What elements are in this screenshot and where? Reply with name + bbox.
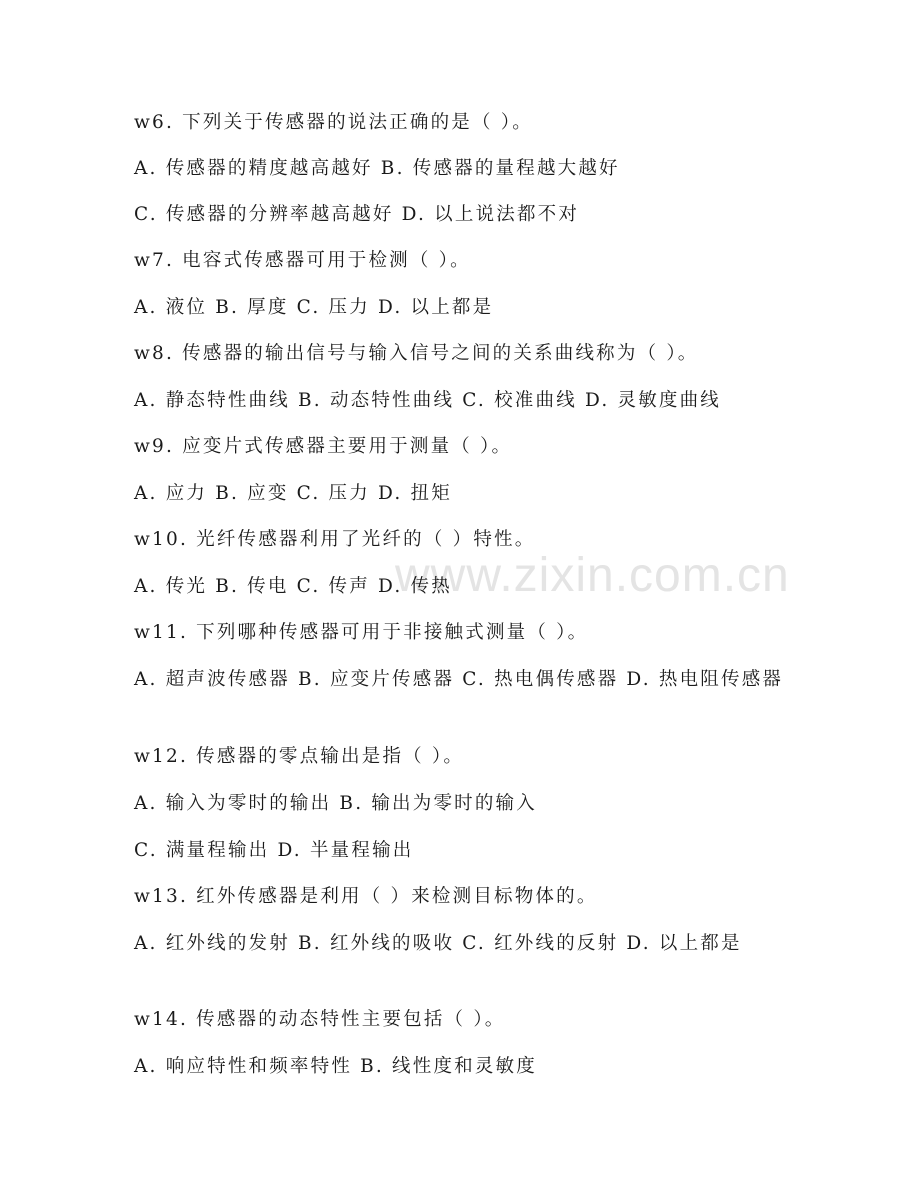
options-w6-ab: A. 传感器的精度越高越好 B. 传感器的量程越大越好 <box>134 158 620 179</box>
question-w8: w8. 传感器的输出信号与输入信号之间的关系曲线称为（ ）。 <box>134 343 699 364</box>
question-w14: w14. 传感器的动态特性主要包括（ ）。 <box>134 1009 506 1030</box>
options-w12-ab: A. 输入为零时的输出 B. 输出为零时的输入 <box>134 793 537 814</box>
options-w8: A. 静态特性曲线 B. 动态特性曲线 C. 校准曲线 D. 灵敏度曲线 <box>134 390 722 411</box>
question-w11: w11. 下列哪种传感器可用于非接触式测量（ ）。 <box>134 622 589 643</box>
question-w9: w9. 应变片式传感器主要用于测量（ ）。 <box>134 436 513 457</box>
watermark: www.zixin.com.cn <box>395 549 790 602</box>
options-w9: A. 应力 B. 应变 C. 压力 D. 扭矩 <box>134 483 452 504</box>
options-w11: A. 超声波传感器 B. 应变片传感器 C. 热电偶传感器 D. 热电阻传感器 <box>134 669 784 690</box>
question-w6: w6. 下列关于传感器的说法正确的是（ ）。 <box>134 112 533 133</box>
options-w10: A. 传光 B. 传电 C. 传声 D. 传热 <box>134 576 452 597</box>
question-w13: w13. 红外传感器是利用（ ）来检测目标物体的。 <box>134 886 598 907</box>
options-w14: A. 响应特性和频率特性 B. 线性度和灵敏度 <box>134 1056 537 1077</box>
question-w12: w12. 传感器的零点输出是指（ ）。 <box>134 746 465 767</box>
question-w10: w10. 光纤传感器利用了光纤的（ ）特性。 <box>134 529 536 550</box>
options-w13: A. 红外线的发射 B. 红外线的吸收 C. 红外线的反射 D. 以上都是 <box>134 933 742 954</box>
options-w6-cd: C. 传感器的分辨率越高越好 D. 以上说法都不对 <box>134 204 580 225</box>
question-w7: w7. 电容式传感器可用于检测（ ）。 <box>134 250 471 271</box>
options-w12-cd: C. 满量程输出 D. 半量程输出 <box>134 840 414 861</box>
options-w7: A. 液位 B. 厚度 C. 压力 D. 以上都是 <box>134 297 494 318</box>
